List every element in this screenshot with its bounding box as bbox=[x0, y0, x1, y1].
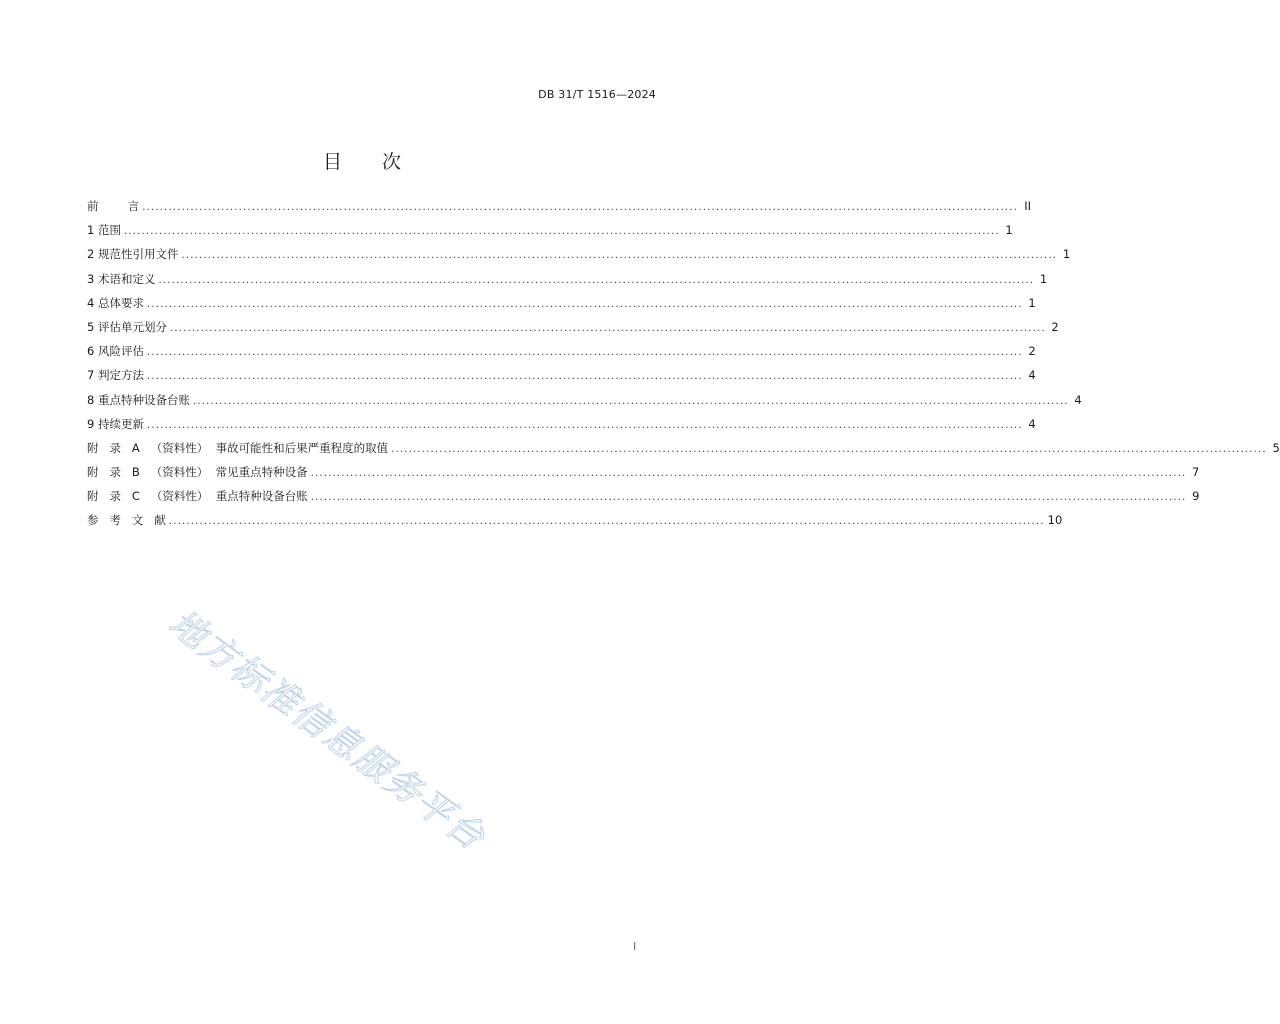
toc-entry-label: 附 录 B （资料性） 常见重点特种设备 bbox=[87, 465, 308, 480]
toc-leader-dots: ........................................................................................................................................................................................................ bbox=[123, 226, 1000, 238]
toc-entry[interactable] bbox=[87, 246, 1071, 270]
toc-entry-label: 参 考 文 献 bbox=[87, 513, 166, 528]
toc-entry-page: 1 bbox=[1005, 223, 1013, 238]
toc-entry-page: 9 bbox=[1192, 489, 1200, 504]
toc-entry-page: 1 bbox=[1062, 247, 1071, 262]
toc-entry[interactable] bbox=[87, 392, 1082, 416]
document-code: DB 31/T 1516—2024 bbox=[538, 88, 656, 101]
toc-entry[interactable] bbox=[87, 440, 1280, 464]
toc-entry[interactable] bbox=[87, 198, 1031, 222]
toc-entry[interactable] bbox=[87, 464, 1200, 488]
toc-entry[interactable] bbox=[87, 271, 1048, 295]
toc-leader-dots: ........................................................................................................................................................................................................ bbox=[391, 443, 1267, 455]
page-title bbox=[0, 147, 724, 174]
toc-leader-dots: ........................................................................................................................................................................................................ bbox=[181, 250, 1058, 262]
toc-entry-page: 2 bbox=[1028, 344, 1036, 359]
toc-leader-dots: ........................................................................................................................................................................................................ bbox=[146, 347, 1023, 359]
toc-entry[interactable] bbox=[87, 416, 1036, 440]
table-of-contents bbox=[87, 198, 1280, 537]
toc-entry-label: 1 范围 bbox=[87, 223, 121, 238]
toc-entry-label: 8 重点特种设备台账 bbox=[87, 392, 190, 407]
watermark-text: 地方标准信息服务平台 bbox=[161, 602, 493, 860]
toc-entry-page: 5 bbox=[1272, 440, 1280, 455]
toc-leader-dots: ........................................................................................................................................................................................................ bbox=[146, 298, 1023, 310]
toc-entry[interactable] bbox=[87, 319, 1059, 343]
toc-leader-dots: ........................................................................................................................................................................................................ bbox=[310, 468, 1187, 480]
page-number: I bbox=[633, 940, 637, 953]
toc-leader-dots: ........................................................................................................................................................................................................ bbox=[142, 202, 1018, 213]
toc-entry-page: 1 bbox=[1028, 295, 1036, 310]
toc-entry-label: 3 术语和定义 bbox=[87, 271, 156, 286]
toc-entry-label: 5 评估单元划分 bbox=[87, 319, 167, 334]
toc-leader-dots: ........................................................................................................................................................................................................ bbox=[168, 516, 1045, 528]
toc-entry-page: 1 bbox=[1039, 271, 1048, 286]
toc-entry-page: 10 bbox=[1047, 513, 1063, 528]
toc-entry-page: 7 bbox=[1192, 465, 1200, 480]
toc-entry-label: 6 风险评估 bbox=[87, 344, 144, 359]
toc-entry-page: II bbox=[1024, 199, 1031, 213]
toc-entry-label: 附 录 C （资料性） 重点特种设备台账 bbox=[87, 489, 308, 504]
toc-entry-label: 前 言 bbox=[87, 199, 140, 213]
toc-entry-label: 4 总体要求 bbox=[87, 295, 144, 310]
toc-leader-dots: ........................................................................................................................................................................................................ bbox=[146, 419, 1023, 431]
toc-entry-label: 7 判定方法 bbox=[87, 368, 144, 383]
toc-entry[interactable] bbox=[87, 295, 1036, 319]
toc-leader-dots: ........................................................................................................................................................................................................ bbox=[169, 322, 1046, 334]
title-char-1: 目 bbox=[322, 151, 342, 173]
toc-leader-dots: ........................................................................................................................................................................................................ bbox=[158, 274, 1035, 286]
toc-entry-page: 4 bbox=[1074, 392, 1082, 407]
toc-entry[interactable] bbox=[87, 343, 1036, 367]
title-char-2: 次 bbox=[382, 151, 402, 173]
toc-entry-label: 附 录 A （资料性） 事故可能性和后果严重程度的取值 bbox=[87, 440, 389, 455]
toc-entry[interactable] bbox=[87, 512, 1063, 536]
toc-entry[interactable] bbox=[87, 367, 1036, 391]
toc-entry[interactable] bbox=[87, 488, 1200, 512]
toc-leader-dots: ........................................................................................................................................................................................................ bbox=[310, 492, 1187, 504]
toc-leader-dots: ........................................................................................................................................................................................................ bbox=[192, 395, 1069, 407]
toc-entry-label: 9 持续更新 bbox=[87, 416, 144, 431]
toc-leader-dots: ........................................................................................................................................................................................................ bbox=[146, 371, 1023, 383]
toc-entry-page: 2 bbox=[1051, 319, 1059, 334]
toc-entry[interactable] bbox=[87, 222, 1013, 246]
toc-entry-label: 2 规范性引用文件 bbox=[87, 247, 179, 262]
toc-entry-page: 4 bbox=[1028, 416, 1036, 431]
toc-entry-page: 4 bbox=[1028, 368, 1036, 383]
watermark bbox=[155, 596, 546, 903]
